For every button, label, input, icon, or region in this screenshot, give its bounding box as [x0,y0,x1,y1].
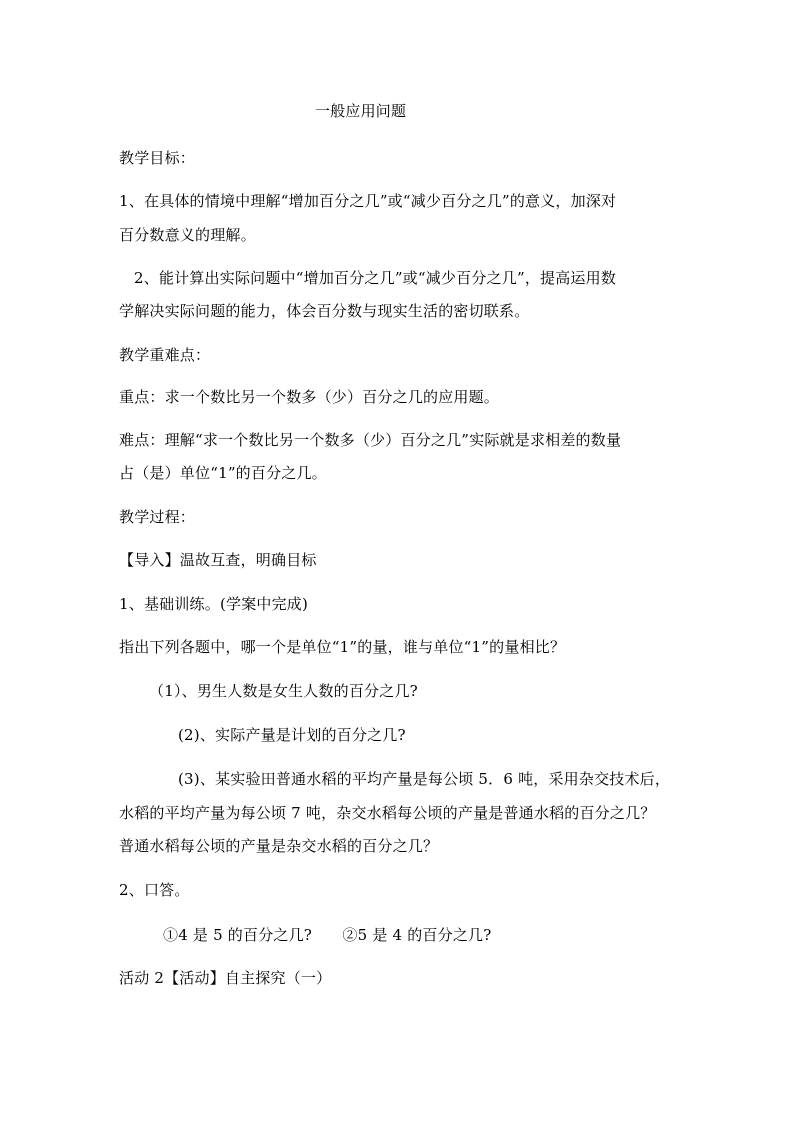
difficulty-line-1: 难点：理解“求一个数比另一个数多（少）百分之几”实际就是求相差的数量 [119,431,622,449]
question-1: （1）、男生人数是女生人数的百分之几? [149,682,418,700]
objective-2-line-1: 2、能计算出实际问题中“增加百分之几”或“减少百分之几”，提高运用数 [134,269,617,287]
intro-heading: 【导入】温故互查，明确目标 [119,551,317,569]
objective-1-line-1: 1、在具体的情境中理解“增加百分之几”或“减少百分之几”的意义，加深对 [119,192,617,210]
question-3-line-2: 水稻的平均产量为每公顷 7 吨，杂交水稻每公顷的产量是普通水稻的百分之几？ [119,804,656,822]
process-heading: 教学过程： [119,508,196,526]
basic-training: 1、基础训练。(学案中完成) [119,595,309,613]
question-3-line-3: 普通水稻每公顷的产量是杂交水稻的百分之几？ [119,837,439,855]
difficulty-line-2: 占（是）单位“1”的百分之几。 [119,464,327,482]
question-3-line-1: (3)、某实验田普通水稻的平均产量是每公顷 5．6 吨，采用杂交技术后， [178,770,671,788]
oral-heading: 2、口答。 [119,881,190,899]
oral-questions: ①4 是 5 的百分之几? ②5 是 4 的百分之几? [163,926,492,944]
objective-2-line-2: 学解决实际问题的能力，体会百分数与现实生活的密切联系。 [119,302,530,320]
key-points-heading: 教学重难点： [119,346,211,364]
question-2: (2)、实际产量是计划的百分之几? [178,726,406,744]
objective-1-line-2: 百分数意义的理解。 [119,226,256,244]
instruction: 指出下列各题中，哪一个是单位“1”的量，谁与单位“1”的量相比？ [119,638,566,656]
document-title: 一般应用问题 [315,102,407,120]
objectives-heading: 教学目标： [119,149,196,167]
activity-heading: 活动 2【活动】自主探究（一） [119,969,332,987]
key-point: 重点：求一个数比另一个数多（少）百分之几的应用题。 [119,388,500,406]
